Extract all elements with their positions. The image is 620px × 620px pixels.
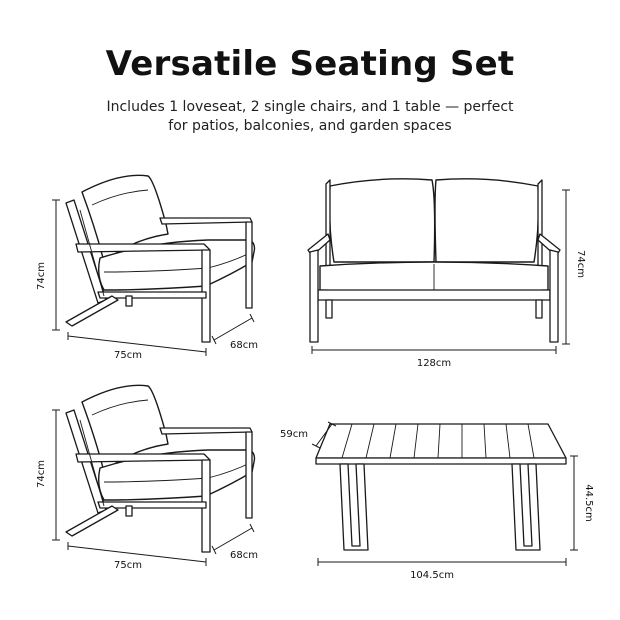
- loveseat-width-label: 128cm: [416, 358, 452, 369]
- chair-top-height-label: 74cm: [36, 262, 47, 290]
- chair-bottom-height-label: 74cm: [36, 460, 47, 488]
- table-width-label: 104.5cm: [410, 570, 454, 581]
- chair-top-depth-label: 68cm: [230, 340, 258, 351]
- chair-bottom-width-label: 75cm: [114, 560, 142, 571]
- page-subtitle: Includes 1 loveseat, 2 single chairs, and 1 table — perfect for patios, balconies, and garden spaces: [106, 99, 514, 134]
- table-depth-label: 59cm: [280, 429, 308, 440]
- chair-top-drawing: [66, 175, 255, 342]
- chair-top-width-label: 75cm: [114, 350, 142, 361]
- chair-bottom-drawing: [66, 385, 255, 552]
- table-drawing: [316, 424, 566, 550]
- page-title: Versatile Seating Set: [105, 44, 515, 84]
- chair-bottom-depth-label: 68cm: [230, 550, 258, 561]
- table-height-label: 44.5cm: [583, 484, 594, 522]
- loveseat-height-label: 74cm: [575, 250, 586, 278]
- loveseat-drawing: [308, 179, 560, 342]
